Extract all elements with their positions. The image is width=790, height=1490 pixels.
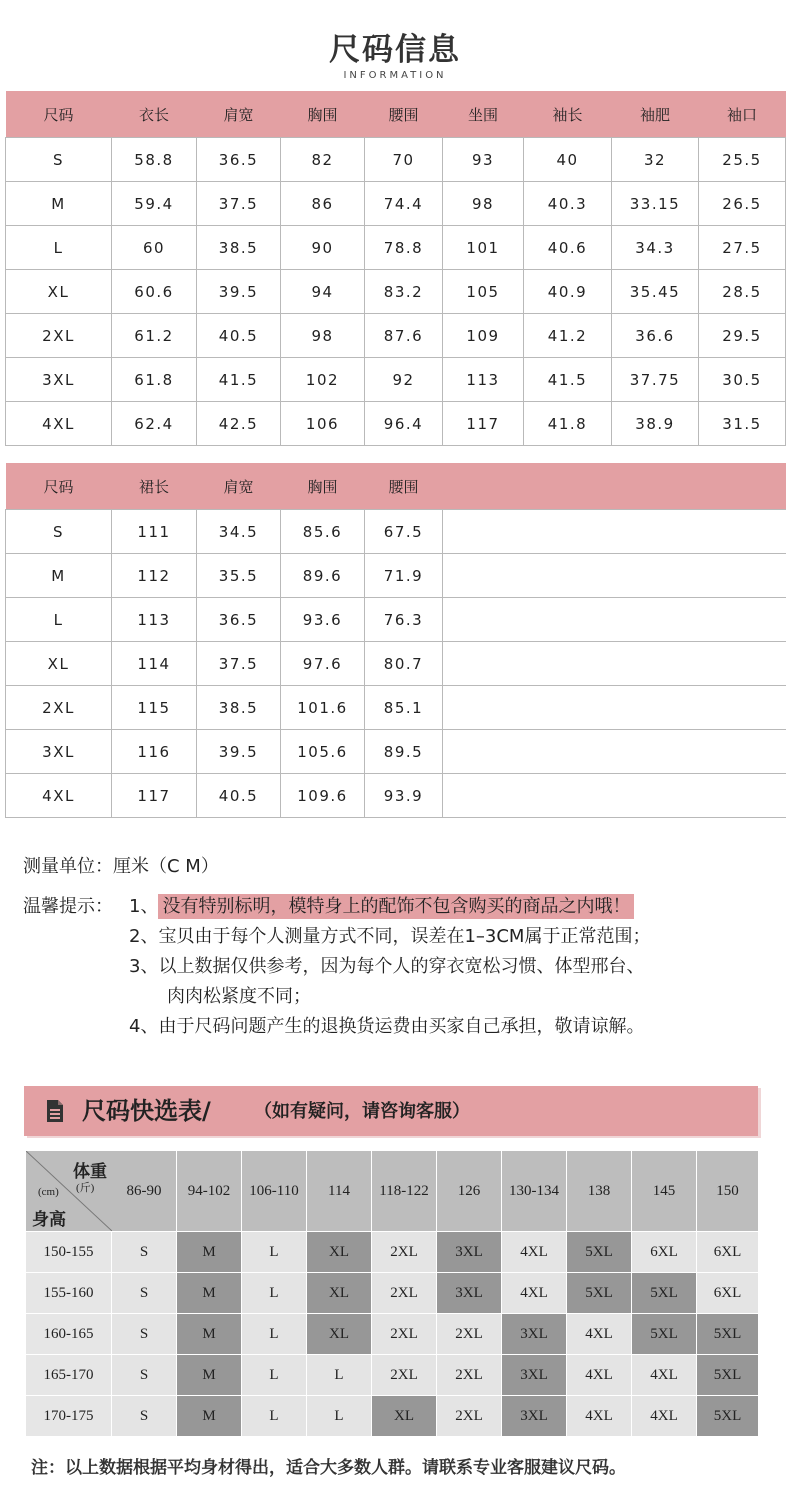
size-cell: 2XL: [372, 1314, 437, 1355]
top-size-table: [5, 91, 786, 446]
quick-table-body: [26, 1232, 759, 1437]
table-row: [6, 358, 786, 402]
height-label: 165-170: [26, 1355, 112, 1396]
size-cell: L: [307, 1396, 372, 1437]
table-cell: 93.6: [281, 598, 365, 642]
table-cell: 117: [112, 774, 197, 818]
column-header: 肩宽: [197, 91, 281, 138]
table-cell: 40: [524, 138, 612, 182]
size-cell: 4XL: [632, 1355, 697, 1396]
table-cell: 34.5: [197, 510, 281, 554]
table-cell: 37.75: [612, 358, 699, 402]
table-cell: 25.5: [699, 138, 786, 182]
size-cell: M: [177, 1314, 242, 1355]
quick-select-note: （如有疑问，请咨询客服）: [254, 1101, 470, 1122]
quick-table-corner: [26, 1151, 112, 1232]
size-cell: 5XL: [697, 1396, 759, 1437]
size-cell: 3XL: [437, 1273, 502, 1314]
table-cell: 116: [112, 730, 197, 774]
table-cell: 41.2: [524, 314, 612, 358]
table-cell: 109.6: [281, 774, 365, 818]
table-cell: 97.6: [281, 642, 365, 686]
tips-items: [129, 892, 769, 1042]
quick-select-table: [25, 1150, 759, 1437]
table-cell: 26.5: [699, 182, 786, 226]
table-cell: 98: [443, 182, 524, 226]
column-header: 腰围: [365, 463, 443, 510]
table-row: [6, 598, 786, 642]
footnote: 注：以上数据根据平均身材得出，适合大多数人群。请联系专业客服建议尺码。: [31, 1458, 626, 1478]
tip-1-highlight: 没有特别标明，模特身上的配饰不包含购买的商品之内哦！: [158, 894, 634, 919]
size-cell: 5XL: [567, 1273, 632, 1314]
table-row: [6, 510, 786, 554]
size-cell: 5XL: [632, 1314, 697, 1355]
size-cell: L: [242, 1355, 307, 1396]
table-row: [26, 1355, 759, 1396]
table-cell: 30.5: [699, 358, 786, 402]
size-cell: M: [177, 1355, 242, 1396]
size-cell: 2XL: [372, 1232, 437, 1273]
size-label: S: [6, 510, 112, 554]
table-cell: 105: [443, 270, 524, 314]
size-cell: M: [177, 1273, 242, 1314]
tip-3-continued: 肉肉松紧度不同；: [167, 986, 311, 1007]
table-row: [6, 226, 786, 270]
size-cell: 5XL: [632, 1273, 697, 1314]
size-cell: S: [112, 1355, 177, 1396]
table-cell: 106: [281, 402, 365, 446]
table-cell: 37.5: [197, 182, 281, 226]
size-cell: XL: [307, 1232, 372, 1273]
weight-header: 126: [437, 1151, 502, 1232]
size-cell: 2XL: [437, 1314, 502, 1355]
size-cell: L: [307, 1355, 372, 1396]
column-header: 袖长: [524, 91, 612, 138]
table-row: [26, 1232, 759, 1273]
table-cell: 92: [365, 358, 443, 402]
size-cell: 5XL: [697, 1355, 759, 1396]
header: [0, 30, 790, 81]
weight-header: 145: [632, 1151, 697, 1232]
corner-weight-label: 体重: [73, 1162, 107, 1182]
blank-cell: [443, 686, 786, 730]
table-row: [6, 270, 786, 314]
tips-label: 温馨提示：: [23, 896, 113, 917]
size-cell: 6XL: [697, 1273, 759, 1314]
table-cell: 109: [443, 314, 524, 358]
table-cell: 89.6: [281, 554, 365, 598]
table-row: [6, 402, 786, 446]
size-label: 4XL: [6, 774, 112, 818]
column-header: 胸围: [281, 91, 365, 138]
size-cell: 4XL: [502, 1273, 567, 1314]
table-cell: 83.2: [365, 270, 443, 314]
table-cell: 96.4: [365, 402, 443, 446]
table-cell: 36.5: [197, 138, 281, 182]
table-cell: 40.3: [524, 182, 612, 226]
size-label: XL: [6, 642, 112, 686]
size-cell: S: [112, 1232, 177, 1273]
tip-4: 4、由于尺码问题产生的退换货运费由买家自己承担，敬请谅解。: [129, 1016, 645, 1037]
table-cell: 101.6: [281, 686, 365, 730]
blank-cell: [443, 730, 786, 774]
table-row: [6, 686, 786, 730]
top-table-header-row: [6, 91, 786, 138]
column-header: 肩宽: [197, 463, 281, 510]
table-cell: 85.1: [365, 686, 443, 730]
size-cell: L: [242, 1396, 307, 1437]
tip-2: 2、宝贝由于每个人测量方式不同，误差在1–3CM属于正常范围；: [129, 926, 651, 947]
table-cell: 41.5: [524, 358, 612, 402]
table-row: [26, 1396, 759, 1437]
blank-cell: [443, 554, 786, 598]
size-cell: XL: [307, 1314, 372, 1355]
size-cell: 4XL: [632, 1396, 697, 1437]
table-cell: 105.6: [281, 730, 365, 774]
table-cell: 70: [365, 138, 443, 182]
table-cell: 117: [443, 402, 524, 446]
size-label: M: [6, 182, 112, 226]
size-cell: 2XL: [437, 1355, 502, 1396]
column-header: 衣长: [112, 91, 197, 138]
table-cell: 33.15: [612, 182, 699, 226]
column-header: 胸围: [281, 463, 365, 510]
measurement-unit: 测量单位：厘米（C M）: [23, 856, 219, 877]
table-cell: 60.6: [112, 270, 197, 314]
table-cell: 42.5: [197, 402, 281, 446]
table-cell: 28.5: [699, 270, 786, 314]
table-cell: 34.3: [612, 226, 699, 270]
table-cell: 93: [443, 138, 524, 182]
table-cell: 112: [112, 554, 197, 598]
table-cell: 31.5: [699, 402, 786, 446]
table-cell: 87.6: [365, 314, 443, 358]
corner-weight-unit: (斤): [76, 1182, 95, 1194]
blank-header: [443, 463, 786, 510]
height-label: 150-155: [26, 1232, 112, 1273]
column-header: 尺码: [6, 463, 112, 510]
column-header: 腰围: [365, 91, 443, 138]
weight-header: 86-90: [112, 1151, 177, 1232]
page-subtitle: INFORMATION: [343, 70, 447, 81]
weight-header: 118-122: [372, 1151, 437, 1232]
quick-table-header-row: [26, 1151, 759, 1232]
size-label: M: [6, 554, 112, 598]
table-cell: 40.5: [197, 314, 281, 358]
table-cell: 74.4: [365, 182, 443, 226]
size-label: 2XL: [6, 686, 112, 730]
height-label: 170-175: [26, 1396, 112, 1437]
table-row: [6, 314, 786, 358]
table-cell: 40.5: [197, 774, 281, 818]
table-row: [6, 642, 786, 686]
size-cell: XL: [372, 1396, 437, 1437]
size-cell: 4XL: [567, 1355, 632, 1396]
quick-select-title: 尺码快选表/: [82, 1097, 211, 1125]
blank-cell: [443, 598, 786, 642]
size-label: XL: [6, 270, 112, 314]
size-cell: 5XL: [697, 1314, 759, 1355]
corner-height-unit: (cm): [38, 1186, 59, 1198]
skirt-size-table: [5, 463, 786, 818]
table-cell: 37.5: [197, 642, 281, 686]
table-cell: 82: [281, 138, 365, 182]
size-cell: 6XL: [632, 1232, 697, 1273]
size-cell: 6XL: [697, 1232, 759, 1273]
size-cell: XL: [307, 1273, 372, 1314]
table-cell: 113: [112, 598, 197, 642]
size-cell: S: [112, 1273, 177, 1314]
size-cell: 2XL: [372, 1273, 437, 1314]
blank-cell: [443, 510, 786, 554]
table-cell: 90: [281, 226, 365, 270]
size-cell: S: [112, 1314, 177, 1355]
weight-header: 94-102: [177, 1151, 242, 1232]
height-label: 155-160: [26, 1273, 112, 1314]
size-label: 2XL: [6, 314, 112, 358]
table-row: [6, 774, 786, 818]
table-cell: 39.5: [197, 730, 281, 774]
column-header: 坐围: [443, 91, 524, 138]
table-cell: 60: [112, 226, 197, 270]
table-cell: 41.8: [524, 402, 612, 446]
table-cell: 29.5: [699, 314, 786, 358]
table-cell: 78.8: [365, 226, 443, 270]
size-label: L: [6, 226, 112, 270]
table-cell: 71.9: [365, 554, 443, 598]
column-header: 袖口: [699, 91, 786, 138]
size-cell: L: [242, 1273, 307, 1314]
tip-1: [129, 892, 769, 922]
table-cell: 58.8: [112, 138, 197, 182]
size-cell: 4XL: [567, 1314, 632, 1355]
size-cell: L: [242, 1314, 307, 1355]
table-cell: 102: [281, 358, 365, 402]
size-cell: 3XL: [502, 1314, 567, 1355]
table-cell: 76.3: [365, 598, 443, 642]
table-row: [6, 182, 786, 226]
table-cell: 114: [112, 642, 197, 686]
table-cell: 36.6: [612, 314, 699, 358]
table-cell: 86: [281, 182, 365, 226]
table-cell: 27.5: [699, 226, 786, 270]
table-cell: 115: [112, 686, 197, 730]
blank-cell: [443, 642, 786, 686]
table-row: [6, 554, 786, 598]
blank-cell: [443, 774, 786, 818]
table-cell: 93.9: [365, 774, 443, 818]
size-label: S: [6, 138, 112, 182]
table-cell: 85.6: [281, 510, 365, 554]
table-cell: 80.7: [365, 642, 443, 686]
skirt-table-header-row: [6, 463, 786, 510]
corner-height-label: 身高: [32, 1210, 66, 1230]
weight-header: 106-110: [242, 1151, 307, 1232]
weight-header: 130-134: [502, 1151, 567, 1232]
page-title: 尺码信息: [329, 32, 461, 68]
table-cell: 38.5: [197, 686, 281, 730]
quick-select-header: [24, 1086, 758, 1136]
size-cell: M: [177, 1232, 242, 1273]
table-row: [26, 1273, 759, 1314]
document-icon: [46, 1099, 64, 1123]
table-cell: 35.5: [197, 554, 281, 598]
size-cell: 3XL: [502, 1396, 567, 1437]
size-label: 3XL: [6, 730, 112, 774]
table-cell: 67.5: [365, 510, 443, 554]
table-cell: 89.5: [365, 730, 443, 774]
table-cell: 59.4: [112, 182, 197, 226]
weight-header: 150: [697, 1151, 759, 1232]
size-cell: 4XL: [567, 1396, 632, 1437]
table-cell: 98: [281, 314, 365, 358]
table-row: [26, 1314, 759, 1355]
tip-3: 3、以上数据仅供参考，因为每个人的穿衣宽松习惯、体型邢台、: [129, 956, 645, 977]
weight-header: 114: [307, 1151, 372, 1232]
table-cell: 35.45: [612, 270, 699, 314]
size-cell: 5XL: [567, 1232, 632, 1273]
table-cell: 39.5: [197, 270, 281, 314]
size-cell: L: [242, 1232, 307, 1273]
size-cell: 3XL: [502, 1355, 567, 1396]
column-header: 袖肥: [612, 91, 699, 138]
table-row: [6, 730, 786, 774]
size-label: 3XL: [6, 358, 112, 402]
table-cell: 41.5: [197, 358, 281, 402]
table-cell: 101: [443, 226, 524, 270]
size-cell: 4XL: [502, 1232, 567, 1273]
table-cell: 113: [443, 358, 524, 402]
table-cell: 36.5: [197, 598, 281, 642]
table-cell: 61.2: [112, 314, 197, 358]
top-table-body: [6, 138, 786, 446]
column-header: 裙长: [112, 463, 197, 510]
table-cell: 40.6: [524, 226, 612, 270]
size-cell: 3XL: [437, 1232, 502, 1273]
height-label: 160-165: [26, 1314, 112, 1355]
table-cell: 40.9: [524, 270, 612, 314]
skirt-table-body: [6, 510, 786, 818]
size-cell: M: [177, 1396, 242, 1437]
table-cell: 32: [612, 138, 699, 182]
size-label: L: [6, 598, 112, 642]
weight-header: 138: [567, 1151, 632, 1232]
table-cell: 38.9: [612, 402, 699, 446]
table-cell: 62.4: [112, 402, 197, 446]
table-cell: 38.5: [197, 226, 281, 270]
size-cell: 2XL: [372, 1355, 437, 1396]
table-cell: 61.8: [112, 358, 197, 402]
table-cell: 94: [281, 270, 365, 314]
size-cell: S: [112, 1396, 177, 1437]
column-header: 尺码: [6, 91, 112, 138]
table-cell: 111: [112, 510, 197, 554]
size-label: 4XL: [6, 402, 112, 446]
table-row: [6, 138, 786, 182]
tip-1-prefix: 1、: [129, 896, 159, 917]
size-cell: 2XL: [437, 1396, 502, 1437]
